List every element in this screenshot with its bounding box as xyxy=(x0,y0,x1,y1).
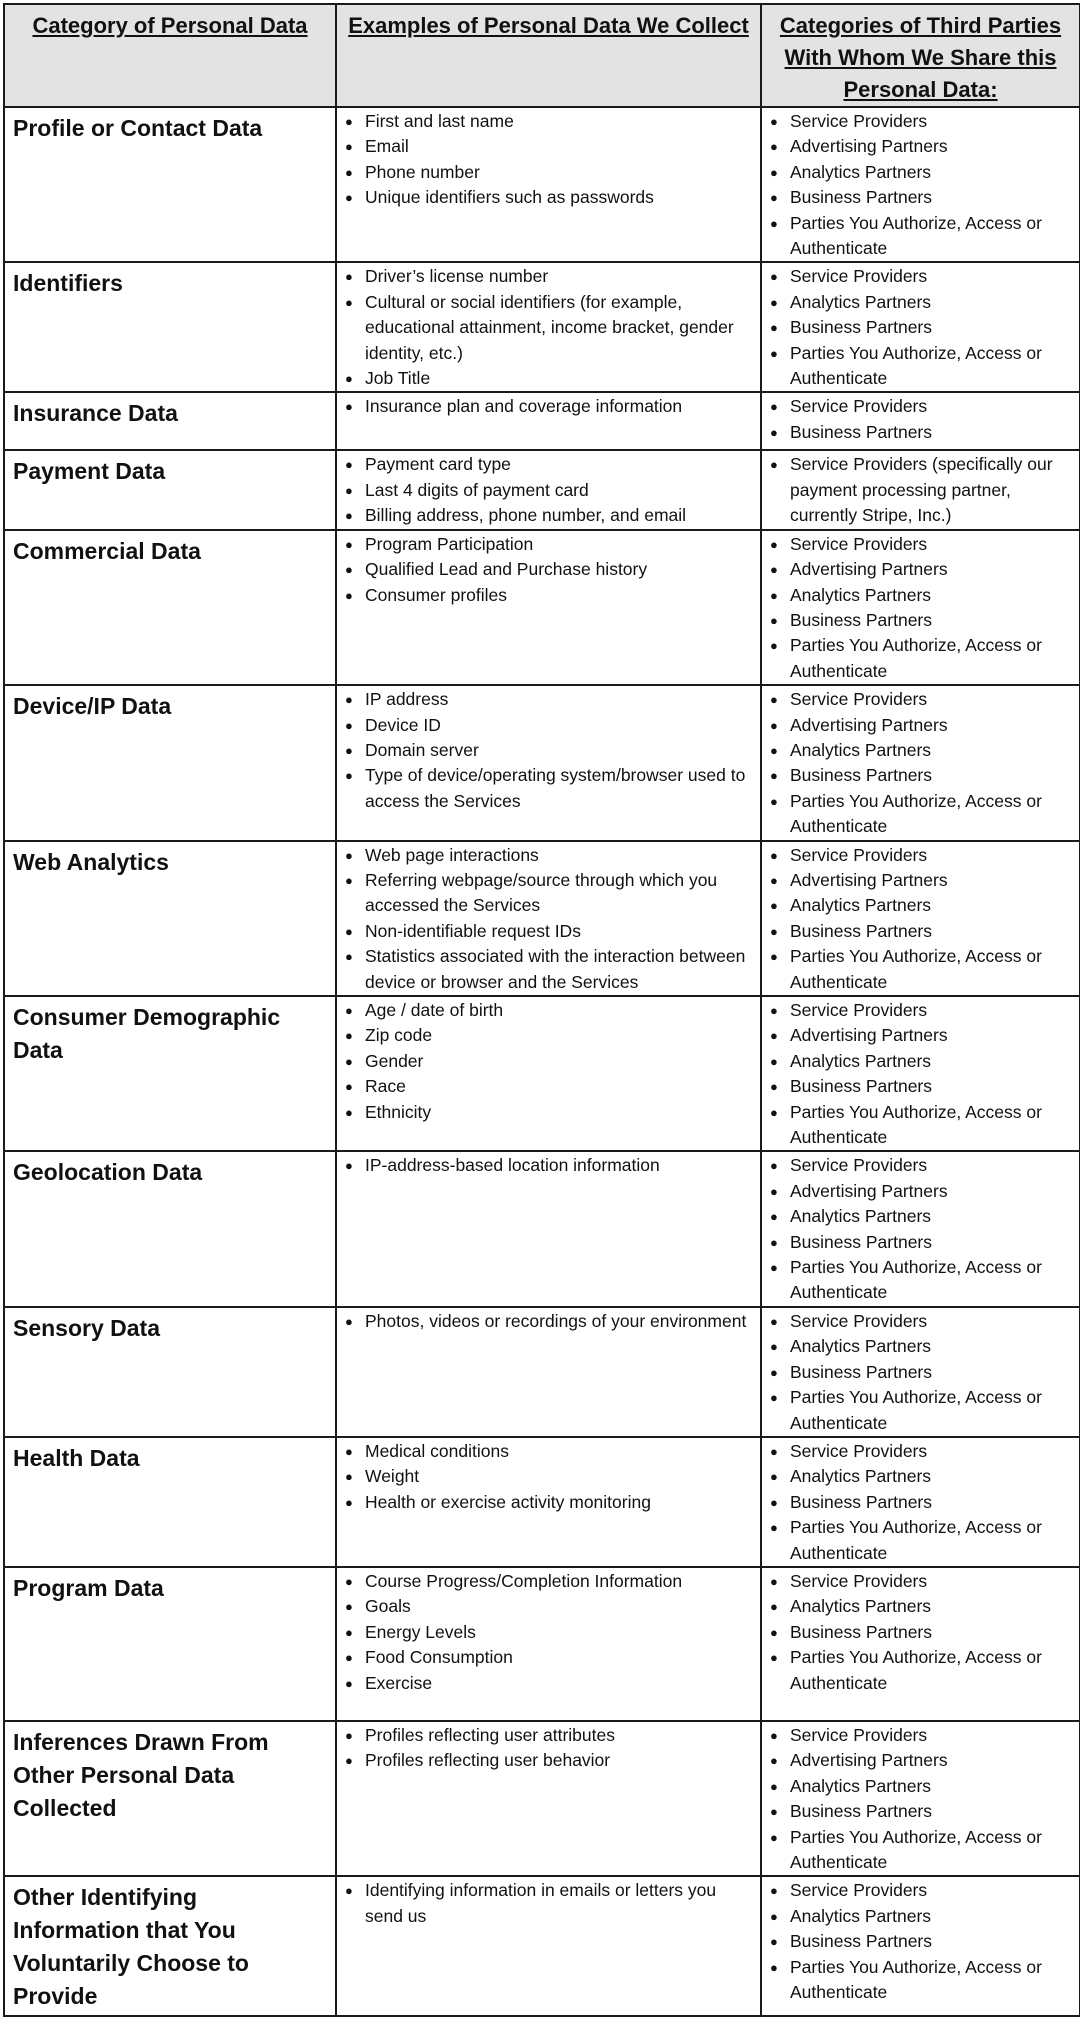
third-party-item: ● Business Partners xyxy=(770,919,1075,944)
category-cell: Identifiers xyxy=(4,262,336,392)
table-row xyxy=(4,530,1080,685)
example-item: ● IP address xyxy=(345,687,756,712)
third-party-item: ● Business Partners xyxy=(770,608,1075,633)
example-item: ● Goals xyxy=(345,1594,756,1619)
third-party-item: ● Analytics Partners xyxy=(770,1594,1075,1619)
example-item: ● Phone number xyxy=(345,160,756,185)
third-party-item: ● Analytics Partners xyxy=(770,1774,1075,1799)
table-row xyxy=(4,392,1080,450)
example-item: ● Consumer profiles xyxy=(345,583,756,608)
third-parties-list xyxy=(762,1877,1079,2005)
example-item: ● Qualified Lead and Purchase history xyxy=(345,557,756,582)
table-row xyxy=(4,107,1080,262)
third-party-item: ● Parties You Authorize, Access or Authenticate xyxy=(770,1825,1075,1876)
third-parties-list xyxy=(762,1308,1079,1436)
table-row xyxy=(4,1437,1080,1567)
third-party-item: ● Parties You Authorize, Access or Authenticate xyxy=(770,789,1075,840)
table-row xyxy=(4,996,1080,1151)
category-cell: Sensory Data xyxy=(4,1307,336,1437)
third-party-item: ● Analytics Partners xyxy=(770,160,1075,185)
table-row xyxy=(4,1567,1080,1721)
third-parties-cell xyxy=(761,1307,1080,1437)
category-cell: Insurance Data xyxy=(4,392,336,450)
example-item: ● First and last name xyxy=(345,109,756,134)
examples-cell xyxy=(336,392,761,450)
third-party-item: ● Service Providers xyxy=(770,687,1075,712)
third-parties-cell xyxy=(761,392,1080,450)
third-party-item: ● Analytics Partners xyxy=(770,583,1075,608)
examples-cell xyxy=(336,262,761,392)
third-parties-list xyxy=(762,686,1079,839)
category-cell: Other Identifying Information that You Voluntarily Choose to Provide xyxy=(4,1876,336,2016)
example-item: ● Course Progress/Completion Information xyxy=(345,1569,756,1594)
table-row xyxy=(4,1876,1080,2016)
table-row xyxy=(4,685,1080,840)
third-party-item: ● Business Partners xyxy=(770,1230,1075,1255)
third-party-item: ● Business Partners xyxy=(770,315,1075,340)
third-parties-cell xyxy=(761,107,1080,262)
third-party-item: ● Advertising Partners xyxy=(770,1023,1075,1048)
third-parties-cell xyxy=(761,996,1080,1151)
third-party-item: ● Analytics Partners xyxy=(770,738,1075,763)
third-party-item: ● Service Providers xyxy=(770,843,1075,868)
example-item: ● Payment card type xyxy=(345,452,756,477)
third-party-item: ● Advertising Partners xyxy=(770,1179,1075,1204)
third-party-item: ● Analytics Partners xyxy=(770,290,1075,315)
table-body xyxy=(4,107,1080,2016)
example-item: ● Insurance plan and coverage information xyxy=(345,394,756,419)
third-party-item: ● Analytics Partners xyxy=(770,1464,1075,1489)
examples-list xyxy=(337,531,760,608)
third-parties-cell xyxy=(761,685,1080,840)
third-party-item: ● Service Providers xyxy=(770,1153,1075,1178)
third-parties-list xyxy=(762,842,1079,995)
examples-list xyxy=(337,842,760,995)
category-cell: Payment Data xyxy=(4,450,336,529)
third-parties-list xyxy=(762,1722,1079,1875)
example-item: ● Food Consumption xyxy=(345,1645,756,1670)
third-party-item: ● Business Partners xyxy=(770,1929,1075,1954)
example-item: ● Statistics associated with the interaction between device or browser and the Services xyxy=(345,944,756,995)
examples-list xyxy=(337,997,760,1125)
examples-cell xyxy=(336,841,761,996)
third-party-item: ● Parties You Authorize, Access or Authenticate xyxy=(770,1255,1075,1306)
examples-cell xyxy=(336,1437,761,1567)
third-parties-cell xyxy=(761,530,1080,685)
example-item: ● Profiles reflecting user behavior xyxy=(345,1748,756,1773)
third-parties-cell xyxy=(761,1721,1080,1876)
third-party-item: ● Service Providers xyxy=(770,394,1075,419)
examples-list xyxy=(337,1438,760,1515)
example-item: ● IP-address-based location information xyxy=(345,1153,756,1178)
third-party-item: ● Service Providers xyxy=(770,109,1075,134)
example-item: ● Last 4 digits of payment card xyxy=(345,478,756,503)
examples-list xyxy=(337,451,760,528)
third-party-item: ● Business Partners xyxy=(770,1620,1075,1645)
third-parties-list xyxy=(762,1568,1079,1696)
example-item: ● Email xyxy=(345,134,756,159)
third-party-item: ● Service Providers xyxy=(770,532,1075,557)
third-party-item: ● Analytics Partners xyxy=(770,1049,1075,1074)
category-cell: Commercial Data xyxy=(4,530,336,685)
examples-cell xyxy=(336,530,761,685)
third-party-item: ● Advertising Partners xyxy=(770,557,1075,582)
examples-list xyxy=(337,108,760,211)
third-parties-cell xyxy=(761,1876,1080,2016)
personal-data-table xyxy=(3,3,1080,2017)
category-cell: Consumer Demographic Data xyxy=(4,996,336,1151)
third-party-item: ● Parties You Authorize, Access or Authenticate xyxy=(770,944,1075,995)
third-party-item: ● Business Partners xyxy=(770,763,1075,788)
third-parties-list xyxy=(762,997,1079,1150)
third-party-item: ● Advertising Partners xyxy=(770,713,1075,738)
table-row xyxy=(4,1721,1080,1876)
examples-cell xyxy=(336,996,761,1151)
category-cell: Inferences Drawn From Other Personal Data Collected xyxy=(4,1721,336,1876)
third-party-item: ● Service Providers (specifically our payment processing partner, currently Stripe, Inc.) xyxy=(770,452,1075,528)
third-parties-list xyxy=(762,1438,1079,1566)
examples-cell xyxy=(336,685,761,840)
category-cell: Profile or Contact Data xyxy=(4,107,336,262)
examples-cell xyxy=(336,1876,761,2016)
examples-cell xyxy=(336,1567,761,1721)
third-party-item: ● Service Providers xyxy=(770,264,1075,289)
example-item: ● Medical conditions xyxy=(345,1439,756,1464)
third-party-item: ● Parties You Authorize, Access or Authenticate xyxy=(770,341,1075,392)
example-item: ● Age / date of birth xyxy=(345,998,756,1023)
example-item: ● Device ID xyxy=(345,713,756,738)
third-parties-cell xyxy=(761,1151,1080,1306)
example-item: ● Driver’s license number xyxy=(345,264,756,289)
third-party-item: ● Analytics Partners xyxy=(770,1204,1075,1229)
example-item: ● Web page interactions xyxy=(345,843,756,868)
examples-cell xyxy=(336,1307,761,1437)
third-party-item: ● Parties You Authorize, Access or Authenticate xyxy=(770,1100,1075,1151)
example-item: ● Identifying information in emails or letters you send us xyxy=(345,1878,756,1929)
category-cell: Health Data xyxy=(4,1437,336,1567)
example-item: ● Photos, videos or recordings of your environment xyxy=(345,1309,756,1334)
example-item: ● Ethnicity xyxy=(345,1100,756,1125)
example-item: ● Exercise xyxy=(345,1671,756,1696)
third-parties-list xyxy=(762,393,1079,445)
example-item: ● Profiles reflecting user attributes xyxy=(345,1723,756,1748)
third-party-item: ● Parties You Authorize, Access or Authenticate xyxy=(770,1515,1075,1566)
examples-list xyxy=(337,1308,760,1334)
third-parties-list xyxy=(762,451,1079,528)
header-third-parties: Categories of Third Parties With Whom We Share this Personal Data: xyxy=(761,4,1080,107)
third-parties-cell xyxy=(761,262,1080,392)
examples-list xyxy=(337,1568,760,1696)
third-parties-list xyxy=(762,108,1079,261)
third-party-item: ● Business Partners xyxy=(770,420,1075,445)
third-party-item: ● Parties You Authorize, Access or Authenticate xyxy=(770,1385,1075,1436)
example-item: ● Type of device/operating system/browser used to access the Services xyxy=(345,763,756,814)
third-party-item: ● Business Partners xyxy=(770,1360,1075,1385)
example-item: ● Non-identifiable request IDs xyxy=(345,919,756,944)
third-party-item: ● Parties You Authorize, Access or Authenticate xyxy=(770,633,1075,684)
example-item: ● Energy Levels xyxy=(345,1620,756,1645)
third-party-item: ● Advertising Partners xyxy=(770,134,1075,159)
example-item: ● Cultural or social identifiers (for example, educational attainment, income bracket, gender identity, etc.) xyxy=(345,290,756,366)
examples-cell xyxy=(336,1721,761,1876)
example-item: ● Zip code xyxy=(345,1023,756,1048)
examples-list xyxy=(337,686,760,814)
example-item: ● Billing address, phone number, and email xyxy=(345,503,756,528)
header-examples: Examples of Personal Data We Collect xyxy=(336,4,761,107)
examples-list xyxy=(337,263,760,391)
third-parties-cell xyxy=(761,1437,1080,1567)
examples-list xyxy=(337,1152,760,1178)
examples-cell xyxy=(336,1151,761,1306)
third-parties-cell xyxy=(761,450,1080,529)
table-row xyxy=(4,1151,1080,1306)
table-header-row xyxy=(4,4,1080,107)
examples-list xyxy=(337,1722,760,1774)
table-row xyxy=(4,262,1080,392)
example-item: ● Job Title xyxy=(345,366,756,391)
third-party-item: ● Analytics Partners xyxy=(770,1334,1075,1359)
third-party-item: ● Advertising Partners xyxy=(770,868,1075,893)
third-party-item: ● Service Providers xyxy=(770,1309,1075,1334)
third-party-item: ● Business Partners xyxy=(770,1074,1075,1099)
category-cell: Device/IP Data xyxy=(4,685,336,840)
category-cell: Web Analytics xyxy=(4,841,336,996)
example-item: ● Domain server xyxy=(345,738,756,763)
category-cell: Geolocation Data xyxy=(4,1151,336,1306)
third-parties-list xyxy=(762,531,1079,684)
examples-cell xyxy=(336,107,761,262)
third-party-item: ● Analytics Partners xyxy=(770,1904,1075,1929)
third-party-item: ● Business Partners xyxy=(770,1799,1075,1824)
category-cell: Program Data xyxy=(4,1567,336,1721)
third-parties-list xyxy=(762,263,1079,391)
example-item: ● Weight xyxy=(345,1464,756,1489)
example-item: ● Program Participation xyxy=(345,532,756,557)
third-party-item: ● Service Providers xyxy=(770,1723,1075,1748)
third-parties-list xyxy=(762,1152,1079,1305)
examples-cell xyxy=(336,450,761,529)
example-item: ● Unique identifiers such as passwords xyxy=(345,185,756,210)
third-party-item: ● Business Partners xyxy=(770,1490,1075,1515)
example-item: ● Referring webpage/source through which you accessed the Services xyxy=(345,868,756,919)
example-item: ● Race xyxy=(345,1074,756,1099)
example-item: ● Health or exercise activity monitoring xyxy=(345,1490,756,1515)
third-party-item: ● Parties You Authorize, Access or Authenticate xyxy=(770,211,1075,262)
third-party-item: ● Business Partners xyxy=(770,185,1075,210)
third-parties-cell xyxy=(761,841,1080,996)
third-party-item: ● Analytics Partners xyxy=(770,893,1075,918)
third-party-item: ● Service Providers xyxy=(770,1439,1075,1464)
third-party-item: ● Parties You Authorize, Access or Authenticate xyxy=(770,1645,1075,1696)
table-row xyxy=(4,1307,1080,1437)
third-party-item: ● Advertising Partners xyxy=(770,1748,1075,1773)
header-category: Category of Personal Data xyxy=(4,4,336,107)
examples-list xyxy=(337,1877,760,1929)
table-row xyxy=(4,841,1080,996)
example-item: ● Gender xyxy=(345,1049,756,1074)
table-row xyxy=(4,450,1080,529)
third-party-item: ● Service Providers xyxy=(770,1569,1075,1594)
third-party-item: ● Service Providers xyxy=(770,1878,1075,1903)
third-party-item: ● Parties You Authorize, Access or Authenticate xyxy=(770,1955,1075,2006)
examples-list xyxy=(337,393,760,419)
third-party-item: ● Service Providers xyxy=(770,998,1075,1023)
third-parties-cell xyxy=(761,1567,1080,1721)
